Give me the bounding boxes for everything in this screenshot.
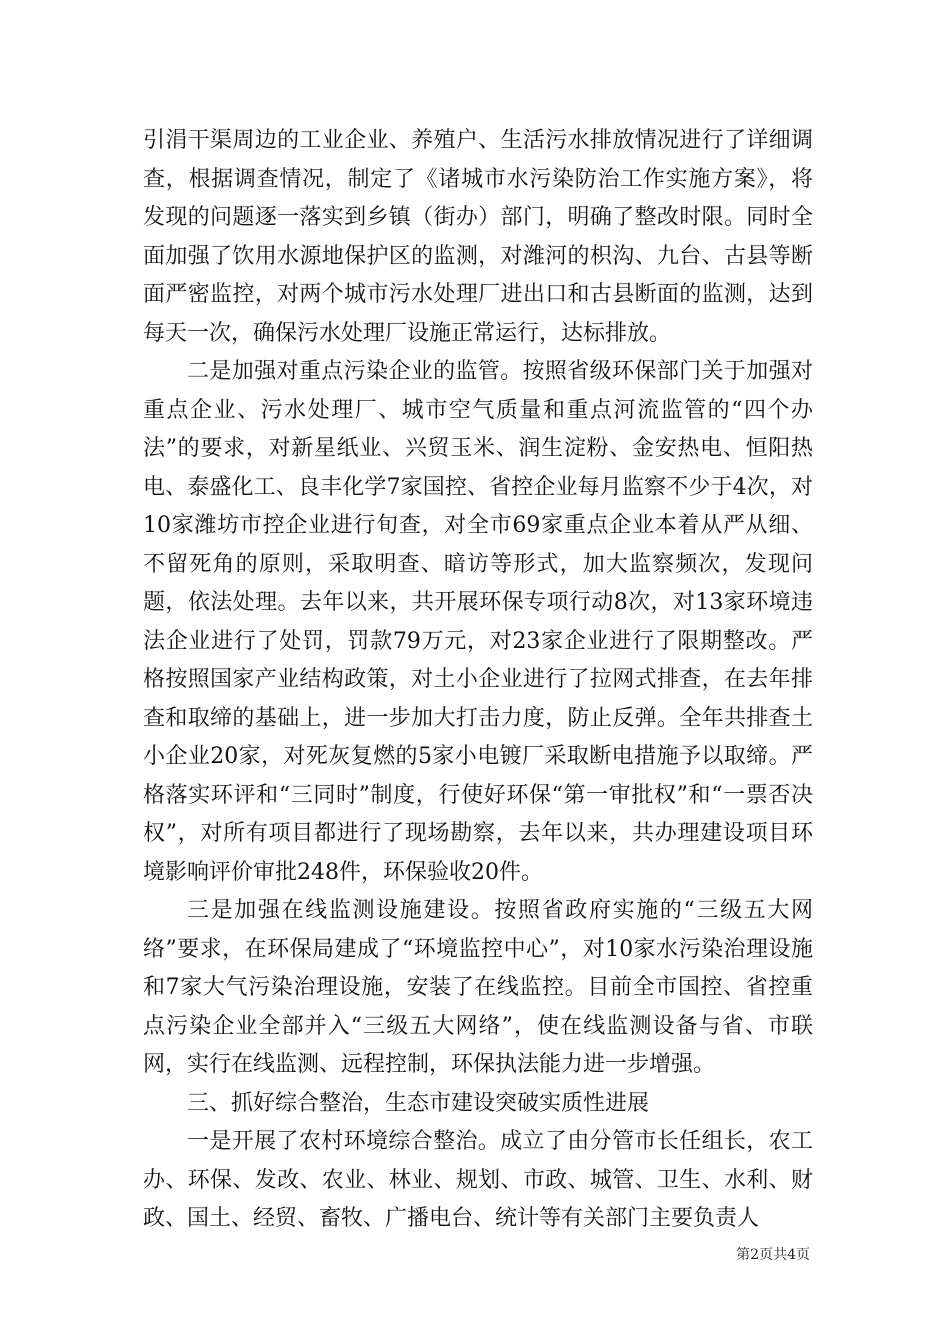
paragraph-online-monitoring: 三是加强在线监测设施建设。按照省政府实施的“三级五大网络”要求，在环保局建成了“环境监控中心”，对10家水污染治理设施和7家大气污染治理设施，安装了在线监控。目前全市国控、省控重点污染企业全部并入“三级五大网络”，使在线监测设备与省、市联网，实行在线监测、远程控制，环保执法能力进一步增强。	[143, 898, 813, 1077]
paragraph-rural-environment: 一是开展了农村环境综合整治。成立了由分管市长任组长，农工办、环保、发改、农业、林业、规划、市政、城管、卫生、水利、财政、国土、经贸、畜牧、广播电台、统计等有关部门主要负责人	[143, 1129, 813, 1231]
paragraph-continuation: 引涓干渠周边的工业企业、养殖户、生活污水排放情况进行了详细调查，根据调查情况，制定了《诸城市水污染防治工作实施方案》，将发现的问题逐一落实到乡镇（街办）部门，明确了整改时限。同时全面加强了饮用水源地保护区的监测，对潍河的枳沟、九台、古县等断面严密监控，对两个城市污水处理厂进出口和古县断面的监测，达到每天一次，确保污水处理厂设施正常运行，达标排放。	[143, 128, 813, 346]
paragraph-key-enterprise-supervision: 二是加强对重点污染企业的监管。按照省级环保部门关于加强对重点企业、污水处理厂、城市空气质量和重点河流监管的“四个办法”的要求，对新星纸业、兴贸玉米、润生淀粉、金安热电、恒阳热电、泰盛化工、良丰化学7家国控、省控企业每月监察不少于4次，对10家潍坊市控企业进行旬查，对全市69家重点企业本着从严从细、不留死角的原则，采取明查、暗访等形式，加大监察频次，发现问题，依法处理。去年以来，共开展环保专项行动8次，对13家环境违法企业进行了处罚，罚款79万元，对23家企业进行了限期整改。严格按照国家产业结构政策，对土小企业进行了拉网式排查，在去年排查和取缔的基础上，进一步加大打击力度，防止反弹。全年共排查土小企业20家，对死灰复燃的5家小电镀厂采取断电措施予以取缔。严格落实环评和“三同时”制度，行使好环保“第一审批权”和“一票否决权”，对所有项目都进行了现场勘察，去年以来，共办理建设项目环境影响评价审批248件，环保验收20件。	[143, 359, 813, 885]
document-body	[143, 122, 813, 1239]
section-heading-comprehensive-rectification: 三、抓好综合整治，生态市建设突破实质性进展	[187, 1090, 650, 1116]
page-number-footer: 第2页共4页	[736, 1247, 810, 1263]
